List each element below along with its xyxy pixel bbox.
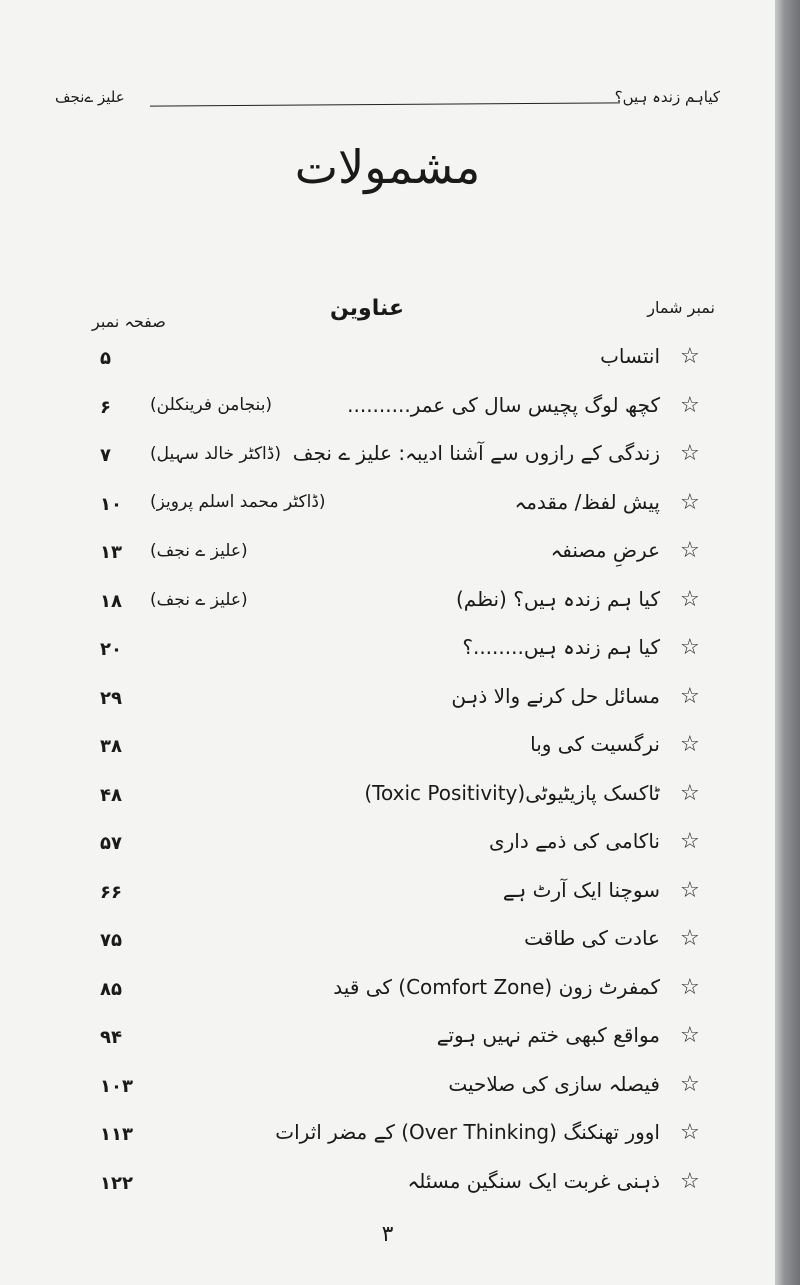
contents-row-page-number: ۱۸ [100,590,122,612]
contents-row-title: عادت کی طاقت [524,926,660,950]
running-head [55,88,720,118]
contents-row-title: پیش لفظ/ مقدمہ [514,489,660,514]
contents-row [0,1116,775,1152]
contents-row [0,340,775,376]
contents-row-title: فیصلہ سازی کی صلاحیت [448,1071,660,1096]
contents-row-page-number: ۲۹ [100,687,122,709]
contents-row-page-number: ۷ [100,445,111,466]
contents-row [0,728,775,764]
star-bullet-icon: ☆ [680,344,700,369]
contents-row-page-number: ۳۸ [100,736,122,757]
star-bullet-icon: ☆ [680,489,700,515]
contents-row [0,1165,775,1201]
contents-row-author: (ڈاکٹر محمد اسلم پرویز) [150,491,326,512]
star-bullet-icon: ☆ [680,635,700,660]
contents-row-title: ٹاکسک پازیٹیوٹی(Toxic Positivity) [364,780,660,805]
contents-row-author: (علیز ے نجف) [150,541,248,561]
contents-row-title: انتساب [600,344,660,368]
contents-row [0,1019,775,1055]
contents-row [0,437,775,473]
star-bullet-icon: ☆ [680,1168,700,1194]
contents-row-title: عرضِ مصنفہ [550,538,660,562]
star-bullet-icon: ☆ [680,877,700,903]
page-number: ۳ [381,1222,394,1247]
contents-row-title: کیا ہم زندہ ہیں........؟ [462,635,660,659]
book-spine-edge [775,0,800,1285]
star-bullet-icon: ☆ [680,392,700,418]
contents-row [0,825,775,861]
running-head-rule [150,102,620,106]
serial-column-header: نمبر شمار [647,298,715,317]
contents-row [0,777,775,813]
contents-row-page-number: ۶ [100,396,111,418]
contents-row [0,680,775,716]
contents-row-page-number: ۷۵ [100,930,122,951]
running-head-author: علیز ےنجف [55,88,125,106]
contents-row-page-number: ۱۰ [100,493,122,515]
contents-row [0,389,775,425]
contents-row-author: (علیز ے نجف) [150,589,248,610]
contents-row-page-number: ۸۵ [100,978,122,1000]
contents-row [0,874,775,910]
star-bullet-icon: ☆ [680,441,700,466]
contents-row-title: مسائل حل کرنے والا ذہن [451,683,660,708]
star-bullet-icon: ☆ [680,926,700,951]
contents-row-page-number: ۹۴ [100,1027,122,1048]
star-bullet-icon: ☆ [680,1071,700,1097]
contents-row-page-number: ۱۲۲ [100,1172,133,1194]
contents-row-page-number: ۶۶ [100,881,122,903]
contents-row-title: نرگسیت کی وبا [530,732,660,756]
contents-row-title: کچھ لوگ پچیس سال کی عمر.......... [347,392,660,417]
contents-row [0,583,775,619]
running-head-book-title: کیاہم زندہ ہیں؟ [614,88,720,106]
contents-row-author: (ڈاکٹر خالد سہیل) [150,444,281,464]
star-bullet-icon: ☆ [680,538,700,563]
star-bullet-icon: ☆ [680,586,700,612]
contents-row [0,534,775,570]
contents-row-title: مواقع کبھی ختم نہیں ہوتے [436,1023,660,1047]
star-bullet-icon: ☆ [680,1120,700,1145]
contents-row-title: اوور تھنکنگ (Over Thinking) کے مضر اثرات [275,1120,660,1144]
page-title: مشمولات [294,140,481,194]
contents-row-title: زندگی کے رازوں سے آشنا ادیبہ: علیز ے نجف [292,441,660,465]
contents-row-title: ذہنی غربت ایک سنگین مسئلہ [407,1168,660,1193]
contents-row [0,631,775,667]
star-bullet-icon: ☆ [680,829,700,854]
star-bullet-icon: ☆ [680,974,700,1000]
contents-row [0,486,775,522]
contents-row-title: سوچنا ایک آرٹ ہے [502,877,660,902]
contents-row-page-number: ۲۰ [100,639,122,660]
contents-row-page-number: ۱۱۳ [100,1124,133,1145]
contents-row [0,922,775,958]
star-bullet-icon: ☆ [680,683,700,709]
topics-column-header: عناوین [330,296,405,321]
star-bullet-icon: ☆ [680,780,700,806]
contents-row-page-number: ۵۷ [100,833,122,854]
contents-row-title: ناکامی کی ذمے داری [488,829,660,853]
contents-row-title: کیا ہم زندہ ہیں؟ (نظم) [455,586,660,611]
page-column-header: صفحہ نمبر [92,312,166,331]
star-bullet-icon: ☆ [680,1023,700,1048]
contents-row-title: کمفرٹ زون (Comfort Zone) کی قید [333,974,660,999]
contents-row-page-number: ۱۰۳ [100,1075,133,1097]
star-bullet-icon: ☆ [680,732,700,757]
contents-row-page-number: ۵ [100,348,111,369]
contents-row [0,1068,775,1104]
contents-row-author: (بنجامن فرینکلن) [150,394,273,415]
contents-row-page-number: ۱۳ [100,542,122,563]
contents-row-page-number: ۴۸ [100,784,122,806]
contents-row [0,971,775,1007]
